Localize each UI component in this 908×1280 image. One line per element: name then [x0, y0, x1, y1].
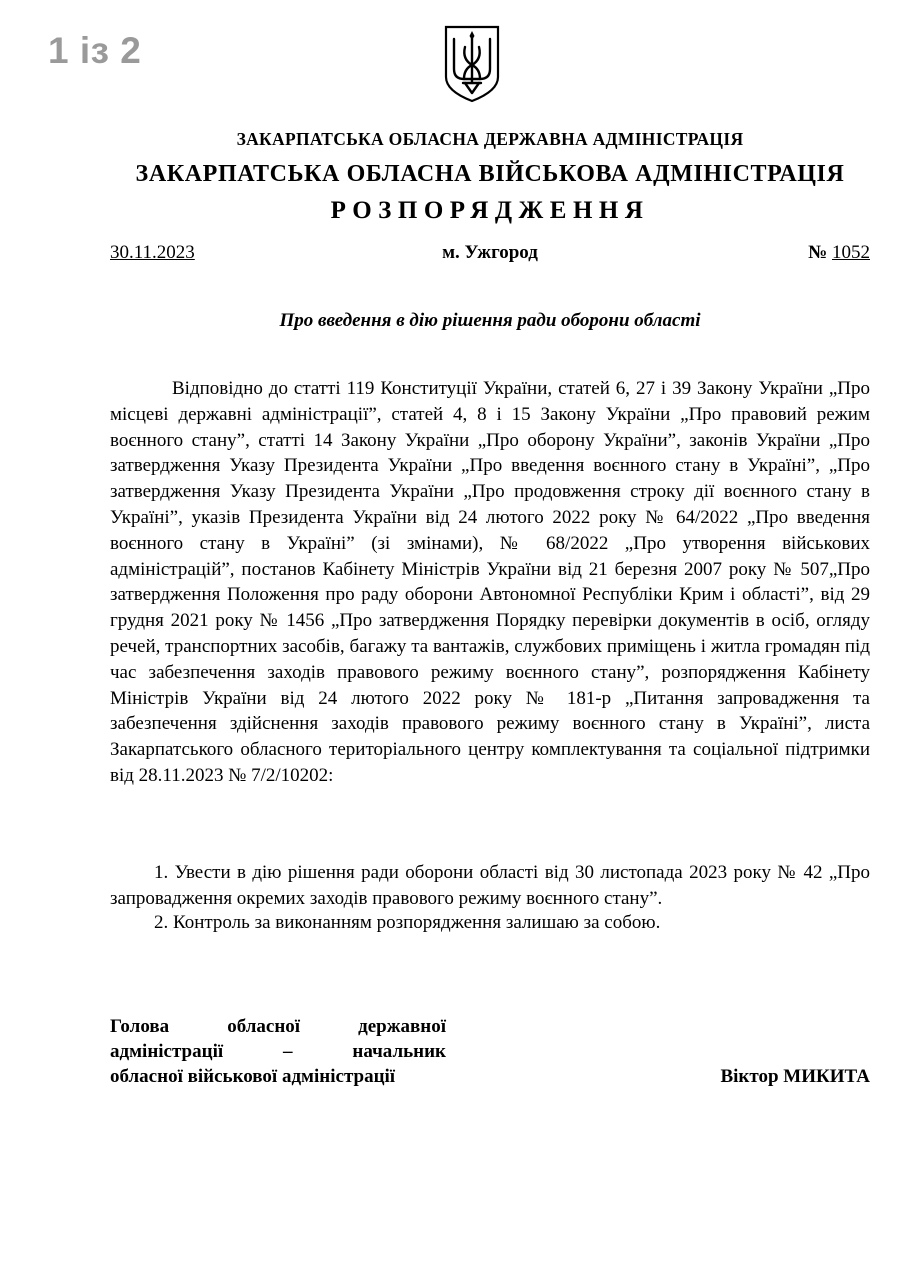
document-number-prefix: № [808, 242, 832, 263]
preamble-paragraph: Відповідно до статті 119 Конституції України, статей 6, 27 і 39 Закону України „Про місцеві державні адміністрації”, статей 4, 8 і 15 Закону України „Про правовий режим воєнного стану”, статті 14 Закону України „Про оборону України”, законів України „Про затвердження Указу Президента України „Про введення воєнного стану в Україні”, „Про затвердження Указу Президента України „Про продовження строку дії воєнного стану в Україні”, указів Президента України від 24 лютого 2022 року № 64/2022 „Про введення воєнного стану в Україні” (зі змінами), № 68/2022 „Про утворення військових адміністрацій”, постанов Кабінету Міністрів України від 21 березня 2007 року № 507„Про затвердження Положення про раду оборони Автономної Республіки Крим і області”, від 29 грудня 2021 року № 1456 „Про затвердження Порядку перевірки документів в осіб, огляду речей, транспортних засобів, багажу та вантажів, службових приміщень і житла громадян під час забезпечення заходів правового режиму воєнного стану”, розпорядження Кабінету Міністрів України від 24 лютого 2022 року № 181-р „Питання запровадження та забезпечення здійснення заходів правового режиму воєнного стану в Україні”, листа Закарпатського обласного територіального центру комплектування та соціальної підтримки від 28.11.2023 № 7/2/10202: [110, 378, 870, 786]
resolution-point-2: 2. Контроль за виконанням розпорядження залишаю за собою. [154, 912, 661, 933]
org-name-state: ЗАКАРПАТСЬКА ОБЛАСНА ДЕРЖАВНА АДМІНІСТРАЦІЯ [236, 129, 744, 149]
document-date: 30.11.2023 [110, 242, 195, 263]
signatory-position [110, 1014, 446, 1089]
document-city-wrapper [110, 242, 870, 264]
document-type: РОЗПОРЯДЖЕННЯ [330, 197, 650, 224]
document-number [808, 242, 870, 264]
resolution-point-1: 1. Увести в дію рішення ради оборони області від 30 листопада 2023 року № 42 „Про запровадження окремих заходів правового режиму воєнного стану”. [110, 862, 870, 909]
document-number-value: 1052 [832, 242, 870, 263]
document-meta-row [110, 242, 870, 266]
page-counter: 1 із 2 [48, 30, 142, 71]
signatory-position-line: Голова обласної державної [110, 1016, 446, 1037]
signatory-name: Віктор МИКИТА [720, 1066, 870, 1087]
document-subject: Про введення в дію рішення ради оборони області [279, 310, 701, 331]
coat-of-arms-icon [443, 25, 501, 103]
signatory-position-line: адміністрації – начальник [110, 1041, 446, 1062]
document-city: м. Ужгород [442, 242, 538, 263]
org-name-military: ЗАКАРПАТСЬКА ОБЛАСНА ВІЙСЬКОВА АДМІНІСТРАЦІЯ [135, 161, 845, 187]
signatory-position-line: обласної військової адміністрації [110, 1066, 396, 1087]
